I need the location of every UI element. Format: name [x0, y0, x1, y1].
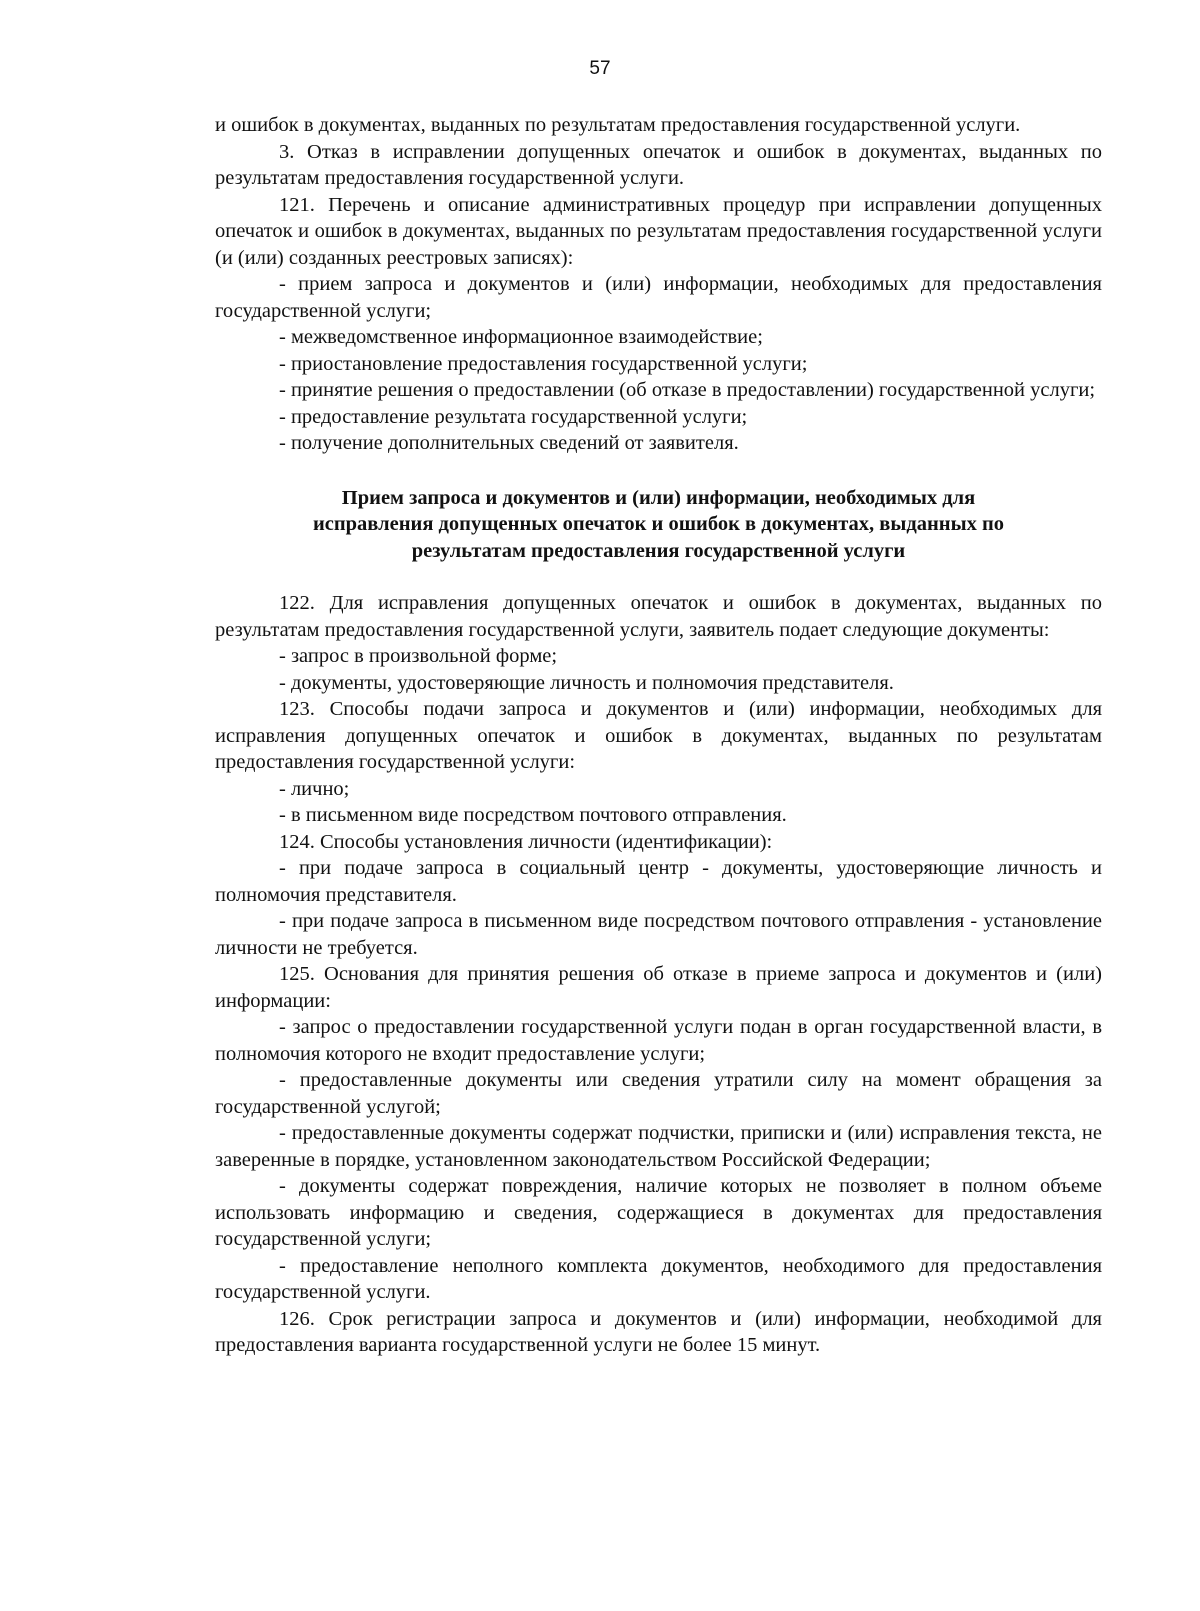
list-item: - прием запроса и документов и (или) информации, необходимых для предоставления государственной услуги; [215, 273, 1102, 322]
paragraph: 126. Срок регистрации запроса и документов и (или) информации, необходимой для предоставления варианта государственной услуги не более 15 минут. [215, 1307, 1102, 1356]
list-item: - получение дополнительных сведений от заявителя. [279, 432, 739, 454]
list-item: - лично; [279, 777, 350, 800]
list-item: - запрос в произвольной форме; [279, 645, 558, 667]
paragraph: и ошибок в документах, выданных по результатам предоставления государственной услуги. [215, 114, 1021, 136]
list-item: - межведомственное информационное взаимодействие; [279, 326, 763, 348]
list-item: - при подаче запроса в социальный центр - документы, удостоверяющие личность и полномочия представителя. [215, 857, 1102, 906]
document-body [215, 112, 1102, 1359]
list-item: - в письменном виде посредством почтового отправления. [279, 804, 787, 826]
list-item: - принятие решения о предоставлении (об отказе в предоставлении) государственной услуги; [279, 379, 1096, 401]
paragraph: 121. Перечень и описание административных процедур при исправлении допущенных опечаток и ошибок в документах, выданных по результатам предоставления государственной услуги (и (или) созданных реестровых записях): [215, 193, 1102, 269]
page-number: 57 [589, 58, 611, 79]
paragraph: 122. Для исправления допущенных опечаток и ошибок в документах, выданных по результатам предоставления государственной услуги, заявитель подает следующие документы: [215, 592, 1102, 641]
paragraph: 123. Способы подачи запроса и документов и (или) информации, необходимых для исправления допущенных опечаток и ошибок в документах, выданных по результатам предоставления государственной услуги: [215, 698, 1102, 773]
list-item: - документы содержат повреждения, наличие которых не позволяет в полном объеме использовать информацию и сведения, содержащиеся в документах для предоставления государственной услуги; [215, 1175, 1102, 1250]
list-item: - приостановление предоставления государственной услуги; [279, 352, 808, 375]
list-item: - запрос о предоставлении государственной услуги подан в орган государственной власти, в полномочия которого не входит предоставление услуги; [215, 1016, 1102, 1065]
paragraph: 125. Основания для принятия решения об отказе в приеме запроса и документов и (или) информации: [215, 963, 1102, 1012]
section-heading [215, 485, 1102, 565]
paragraph: 3. Отказ в исправлении допущенных опечаток и ошибок в документах, выданных по результатам предоставления государственной услуги. [215, 140, 1102, 189]
heading-line: Прием запроса и документов и (или) информации, необходимых для [341, 486, 976, 509]
list-item: - предоставленные документы содержат подчистки, приписки и (или) исправления текста, не заверенные в порядке, установленном законодательством Российской Федерации; [215, 1122, 1102, 1171]
list-item: - при подаче запроса в письменном виде посредством почтового отправления - установление личности не требуется. [215, 910, 1102, 959]
heading-line: результатам предоставления государственной услуги [411, 539, 906, 562]
list-item: - предоставленные документы или сведения утратили силу на момент обращения за государственной услугой; [215, 1069, 1102, 1118]
list-item: - предоставление неполного комплекта документов, необходимого для предоставления государственной услуги. [215, 1254, 1102, 1303]
heading-line: исправления допущенных опечаток и ошибок в документах, выданных по [312, 513, 1005, 535]
list-item: - документы, удостоверяющие личность и полномочия представителя. [279, 671, 894, 694]
paragraph: 124. Способы установления личности (идентификации): [279, 830, 773, 853]
list-item: - предоставление результата государственной услуги; [279, 405, 748, 428]
